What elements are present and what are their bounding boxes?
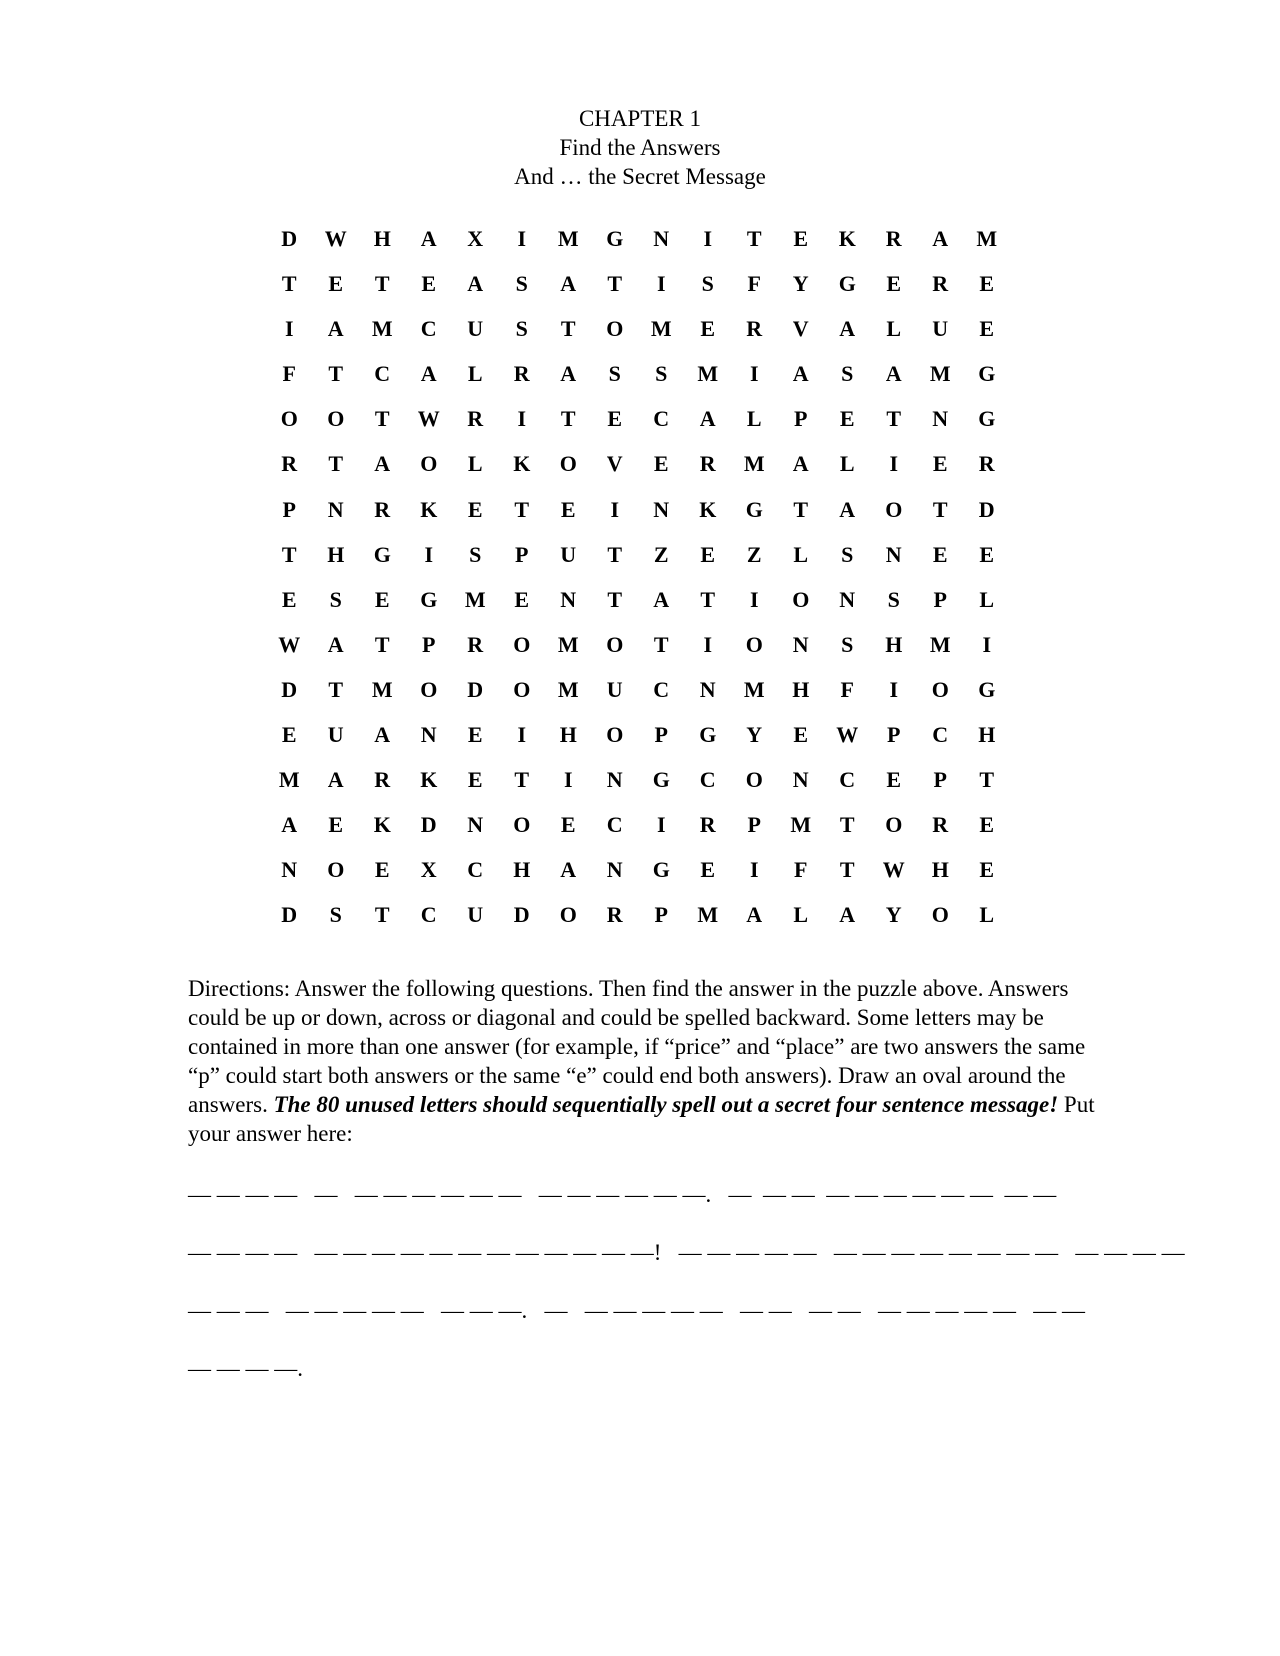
- grid-letter: O: [280, 406, 298, 432]
- grid-letter: E: [467, 496, 483, 522]
- grid-letter: S: [469, 541, 482, 567]
- grid-letter: A: [792, 451, 809, 477]
- grid-letter: H: [978, 722, 996, 748]
- grid-letter: T: [514, 767, 530, 793]
- grid-letter: R: [467, 406, 484, 432]
- grid-letter: O: [885, 812, 903, 838]
- grid-row: [266, 767, 1014, 812]
- grid-letter: T: [886, 406, 902, 432]
- grid-letter: D: [978, 496, 995, 522]
- grid-letter: A: [839, 902, 856, 928]
- grid-letter: W: [417, 406, 440, 432]
- grid-letter: I: [889, 676, 899, 702]
- grid-letter: K: [420, 496, 438, 522]
- grid-letter: O: [606, 631, 624, 657]
- grid-letter: E: [374, 586, 390, 612]
- grid-letter: E: [932, 541, 948, 567]
- grid-letter: G: [745, 496, 763, 522]
- grid-letter: R: [281, 451, 298, 477]
- grid-letter: O: [745, 631, 763, 657]
- grid-letter: O: [745, 767, 763, 793]
- grid-letter: U: [560, 541, 577, 567]
- grid-letter: C: [606, 812, 623, 838]
- grid-letter: T: [281, 271, 297, 297]
- grid-letter: E: [886, 271, 902, 297]
- grid-letter: E: [328, 271, 344, 297]
- grid-letter: T: [607, 541, 623, 567]
- grid-letter: X: [467, 226, 484, 251]
- grid-letter: X: [420, 857, 437, 883]
- grid-letter: C: [467, 857, 484, 883]
- grid-letter: M: [929, 631, 951, 657]
- grid-letter: S: [841, 361, 854, 387]
- grid-letter: I: [703, 226, 713, 251]
- grid-letter: K: [838, 226, 856, 251]
- grid-letter: P: [654, 722, 668, 748]
- grid-letter: C: [932, 722, 949, 748]
- grid-letter: M: [371, 316, 393, 342]
- grid-letter: U: [327, 722, 344, 748]
- grid-row: [266, 632, 1014, 677]
- grid-letter: E: [700, 541, 716, 567]
- grid-letter: H: [792, 676, 810, 702]
- grid-letter: E: [328, 812, 344, 838]
- grid-letter: S: [701, 271, 714, 297]
- grid-letter: A: [746, 902, 763, 928]
- grid-letter: M: [557, 226, 579, 251]
- grid-letter: E: [700, 316, 716, 342]
- grid-letter: N: [606, 857, 623, 883]
- grid-letter: O: [559, 902, 577, 928]
- grid-letter: A: [885, 361, 902, 387]
- grid-letter: E: [653, 451, 669, 477]
- grid-letter: U: [467, 902, 484, 928]
- grid-letter: K: [513, 451, 531, 477]
- grid-letter: U: [932, 316, 949, 342]
- grid-row: [266, 406, 1014, 451]
- grid-letter: F: [747, 271, 761, 297]
- grid-letter: A: [420, 361, 437, 387]
- grid-row: [266, 902, 1014, 947]
- grid-letter: R: [932, 812, 949, 838]
- grid-letter: O: [559, 451, 577, 477]
- grid-row: [266, 587, 1014, 632]
- grid-letter: E: [514, 586, 530, 612]
- answer-blank-line: — — — — — — — — — — — — — — — —! — — — — — — — — — — — — — — — — —: [188, 1240, 1185, 1265]
- grid-letter: K: [699, 496, 717, 522]
- grid-letter: I: [563, 767, 573, 793]
- grid-letter: O: [513, 631, 531, 657]
- grid-letter: E: [839, 406, 855, 432]
- grid-letter: E: [932, 451, 948, 477]
- directions-paragraph: [188, 974, 1108, 1148]
- grid-letter: R: [932, 271, 949, 297]
- grid-letter: I: [703, 631, 713, 657]
- grid-letter: N: [699, 676, 716, 702]
- grid-letter: A: [792, 361, 809, 387]
- grid-letter: S: [841, 541, 854, 567]
- grid-letter: M: [976, 226, 998, 251]
- grid-letter: A: [839, 496, 856, 522]
- grid-letter: Z: [746, 541, 762, 567]
- grid-letter: N: [653, 226, 670, 251]
- grid-letter: R: [374, 496, 391, 522]
- grid-letter: G: [606, 226, 624, 251]
- grid-letter: G: [699, 722, 717, 748]
- grid-letter: E: [467, 722, 483, 748]
- grid-letter: O: [606, 316, 624, 342]
- grid-letter: P: [747, 812, 761, 838]
- grid-letter: G: [978, 676, 996, 702]
- grid-letter: N: [932, 406, 949, 432]
- answer-blank-line: — — — —.: [188, 1356, 303, 1381]
- grid-letter: A: [839, 316, 856, 342]
- grid-letter: K: [420, 767, 438, 793]
- grid-letter: F: [794, 857, 808, 883]
- grid-row: [266, 722, 1014, 767]
- grid-letter: T: [328, 361, 344, 387]
- grid-letter: C: [653, 676, 670, 702]
- grid-letter: L: [467, 451, 483, 477]
- grid-letter: E: [700, 857, 716, 883]
- grid-letter: S: [515, 316, 528, 342]
- grid-letter: S: [515, 271, 528, 297]
- grid-letter: E: [979, 812, 995, 838]
- grid-letter: E: [281, 722, 297, 748]
- grid-letter: M: [278, 767, 300, 793]
- grid-letter: C: [420, 316, 437, 342]
- grid-letter: T: [746, 226, 762, 251]
- grid-letter: E: [607, 406, 623, 432]
- grid-letter: O: [420, 451, 438, 477]
- subtitle: Find the Answers: [559, 135, 721, 160]
- grid-letter: M: [371, 676, 393, 702]
- grid-letter: R: [374, 767, 391, 793]
- grid-letter: E: [421, 271, 437, 297]
- grid-letter: O: [327, 857, 345, 883]
- grid-letter: I: [749, 361, 759, 387]
- grid-letter: M: [650, 316, 672, 342]
- grid-letter: N: [885, 541, 902, 567]
- grid-letter: A: [653, 586, 670, 612]
- grid-letter: M: [557, 676, 579, 702]
- grid-letter: E: [793, 722, 809, 748]
- grid-letter: A: [281, 812, 298, 838]
- grid-letter: M: [743, 451, 765, 477]
- grid-letter: P: [933, 586, 947, 612]
- grid-letter: L: [979, 586, 995, 612]
- grid-letter: I: [517, 722, 527, 748]
- grid-row: [266, 316, 1014, 361]
- word-search-grid: [266, 226, 1014, 948]
- grid-letter: R: [699, 451, 716, 477]
- grid-letter: E: [979, 541, 995, 567]
- grid-row: [266, 677, 1014, 722]
- grid-letter: N: [420, 722, 437, 748]
- grid-letter: M: [697, 902, 719, 928]
- grid-letter: T: [607, 271, 623, 297]
- grid-letter: T: [281, 541, 297, 567]
- grid-row: [266, 812, 1014, 857]
- grid-letter: L: [793, 902, 809, 928]
- grid-letter: D: [281, 226, 298, 251]
- grid-letter: O: [513, 812, 531, 838]
- grid-row: [266, 542, 1014, 587]
- grid-letter: N: [653, 496, 670, 522]
- tagline: And … the Secret Message: [514, 164, 766, 189]
- grid-letter: N: [467, 812, 484, 838]
- grid-letter: W: [882, 857, 905, 883]
- grid-letter: M: [557, 631, 579, 657]
- grid-letter: W: [278, 631, 301, 657]
- grid-letter: P: [794, 406, 808, 432]
- grid-letter: A: [699, 406, 716, 432]
- grid-letter: H: [885, 631, 903, 657]
- chapter-heading: CHAPTER 1: [578, 106, 702, 131]
- grid-letter: M: [464, 586, 486, 612]
- grid-letter: R: [746, 316, 763, 342]
- grid-letter: L: [467, 361, 483, 387]
- grid-letter: N: [327, 496, 344, 522]
- grid-letter: O: [792, 586, 810, 612]
- grid-letter: O: [420, 676, 438, 702]
- grid-letter: T: [700, 586, 716, 612]
- answer-blank-line: — — — — — — — — — — —. — — — — — — — — — — — — — — — — —: [188, 1298, 1085, 1323]
- grid-letter: E: [793, 226, 809, 251]
- grid-letter: Z: [653, 541, 669, 567]
- grid-letter: T: [560, 406, 576, 432]
- grid-letter: A: [327, 631, 344, 657]
- grid-letter: T: [839, 857, 855, 883]
- grid-letter: T: [979, 767, 995, 793]
- grid-letter: N: [281, 857, 298, 883]
- grid-letter: M: [743, 676, 765, 702]
- grid-letter: C: [420, 902, 437, 928]
- grid-letter: G: [978, 361, 996, 387]
- grid-letter: M: [790, 812, 812, 838]
- grid-letter: T: [328, 676, 344, 702]
- grid-letter: D: [513, 902, 530, 928]
- grid-row: [266, 361, 1014, 406]
- grid-letter: L: [979, 902, 995, 928]
- grid-letter: P: [887, 722, 901, 748]
- answer-blank-line: — — — — — — — — — — — — — — — — —. — — — — — — — — — — —: [188, 1182, 1057, 1207]
- grid-letter: P: [933, 767, 947, 793]
- grid-letter: G: [373, 541, 391, 567]
- grid-letter: I: [517, 226, 527, 251]
- grid-letter: D: [281, 902, 298, 928]
- grid-letter: A: [560, 857, 577, 883]
- grid-letter: A: [560, 271, 577, 297]
- grid-letter: C: [653, 406, 670, 432]
- grid-letter: T: [374, 631, 390, 657]
- grid-letter: O: [931, 676, 949, 702]
- grid-letter: I: [982, 631, 992, 657]
- grid-letter: O: [327, 406, 345, 432]
- grid-letter: E: [467, 767, 483, 793]
- grid-letter: V: [792, 316, 809, 342]
- grid-letter: E: [886, 767, 902, 793]
- grid-letter: E: [979, 857, 995, 883]
- grid-letter: T: [374, 271, 390, 297]
- grid-letter: E: [560, 496, 576, 522]
- grid-letter: S: [655, 361, 668, 387]
- grid-letter: O: [513, 676, 531, 702]
- grid-letter: N: [606, 767, 623, 793]
- grid-letter: T: [374, 902, 390, 928]
- grid-letter: A: [327, 767, 344, 793]
- grid-letter: I: [424, 541, 434, 567]
- grid-letter: S: [329, 902, 342, 928]
- grid-row: [266, 271, 1014, 316]
- grid-letter: M: [697, 361, 719, 387]
- grid-letter: C: [374, 361, 391, 387]
- grid-letter: S: [887, 586, 900, 612]
- grid-letter: T: [932, 496, 948, 522]
- grid-letter: D: [420, 812, 437, 838]
- grid-letter: T: [328, 451, 344, 477]
- grid-letter: F: [840, 676, 854, 702]
- grid-letter: U: [606, 676, 623, 702]
- grid-letter: E: [281, 586, 297, 612]
- grid-letter: Y: [792, 271, 809, 297]
- grid-letter: R: [606, 902, 623, 928]
- grid-letter: R: [885, 226, 902, 251]
- grid-letter: O: [885, 496, 903, 522]
- grid-letter: D: [281, 676, 298, 702]
- grid-letter: L: [886, 316, 902, 342]
- grid-letter: L: [839, 451, 855, 477]
- grid-letter: A: [420, 226, 437, 251]
- grid-letter: T: [793, 496, 809, 522]
- grid-letter: H: [513, 857, 531, 883]
- directions-text-end: Put your answer here:: [188, 1092, 1095, 1146]
- grid-letter: P: [654, 902, 668, 928]
- grid-letter: H: [931, 857, 949, 883]
- grid-letter: L: [746, 406, 762, 432]
- grid-letter: S: [841, 631, 854, 657]
- grid-letter: I: [749, 586, 759, 612]
- grid-letter: G: [652, 857, 670, 883]
- grid-letter: P: [282, 496, 296, 522]
- directions-text: Directions: Answer the following questions. Then find the answer in the puzzle above. Answers could be up or down, across or diagonal and could be spelled backward. Some letters may be contained in more than one answer (for example, if “price” and “place” are two answers the same “p” could start both answers or the same “e” could end both answers). Draw an oval around the answers.: [188, 976, 1086, 1117]
- grid-letter: W: [836, 722, 859, 748]
- grid-letter: U: [467, 316, 484, 342]
- grid-letter: W: [324, 226, 347, 251]
- grid-letter: A: [327, 316, 344, 342]
- answer-blanks: [188, 1180, 1185, 1412]
- grid-letter: E: [560, 812, 576, 838]
- grid-letter: O: [931, 902, 949, 928]
- grid-letter: T: [653, 631, 669, 657]
- grid-letter: T: [560, 316, 576, 342]
- grid-letter: H: [559, 722, 577, 748]
- grid-letter: V: [606, 451, 623, 477]
- grid-row: [266, 497, 1014, 542]
- grid-letter: A: [467, 271, 484, 297]
- grid-letter: G: [652, 767, 670, 793]
- grid-letter: N: [560, 586, 577, 612]
- grid-letter: C: [699, 767, 716, 793]
- grid-row: [266, 857, 1014, 902]
- grid-letter: I: [610, 496, 620, 522]
- grid-letter: E: [374, 857, 390, 883]
- grid-row: [266, 451, 1014, 496]
- grid-letter: I: [889, 451, 899, 477]
- grid-letter: P: [515, 541, 529, 567]
- grid-letter: F: [282, 361, 296, 387]
- grid-letter: T: [374, 406, 390, 432]
- grid-letter: R: [467, 631, 484, 657]
- grid-letter: A: [560, 361, 577, 387]
- grid-letter: R: [513, 361, 530, 387]
- title-block: [0, 104, 1280, 191]
- grid-letter: D: [467, 676, 484, 702]
- grid-letter: T: [607, 586, 623, 612]
- grid-letter: Y: [746, 722, 763, 748]
- grid-letter: H: [327, 541, 345, 567]
- grid-letter: I: [656, 812, 666, 838]
- grid-letter: G: [838, 271, 856, 297]
- grid-letter: O: [606, 722, 624, 748]
- grid-letter: K: [373, 812, 391, 838]
- grid-letter: I: [517, 406, 527, 432]
- grid-letter: T: [839, 812, 855, 838]
- grid-letter: H: [373, 226, 391, 251]
- grid-letter: L: [793, 541, 809, 567]
- grid-letter: C: [839, 767, 856, 793]
- grid-letter: I: [656, 271, 666, 297]
- grid-letter: P: [422, 631, 436, 657]
- grid-letter: S: [608, 361, 621, 387]
- grid-letter: R: [699, 812, 716, 838]
- grid-letter: A: [374, 451, 391, 477]
- grid-letter: R: [978, 451, 995, 477]
- grid-letter: N: [792, 631, 809, 657]
- directions-emphasis: The 80 unused letters should sequentially spell out a secret four sentence message!: [273, 1092, 1059, 1117]
- grid-letter: E: [979, 271, 995, 297]
- grid-letter: M: [929, 361, 951, 387]
- grid-row: [266, 226, 1014, 271]
- grid-letter: S: [329, 586, 342, 612]
- grid-letter: N: [839, 586, 856, 612]
- grid-letter: E: [979, 316, 995, 342]
- grid-letter: I: [749, 857, 759, 883]
- grid-letter: Y: [885, 902, 902, 928]
- grid-letter: G: [978, 406, 996, 432]
- grid-letter: G: [420, 586, 438, 612]
- grid-letter: A: [932, 226, 949, 251]
- grid-letter: I: [284, 316, 294, 342]
- grid-letter: A: [374, 722, 391, 748]
- grid-letter: T: [514, 496, 530, 522]
- grid-letter: N: [792, 767, 809, 793]
